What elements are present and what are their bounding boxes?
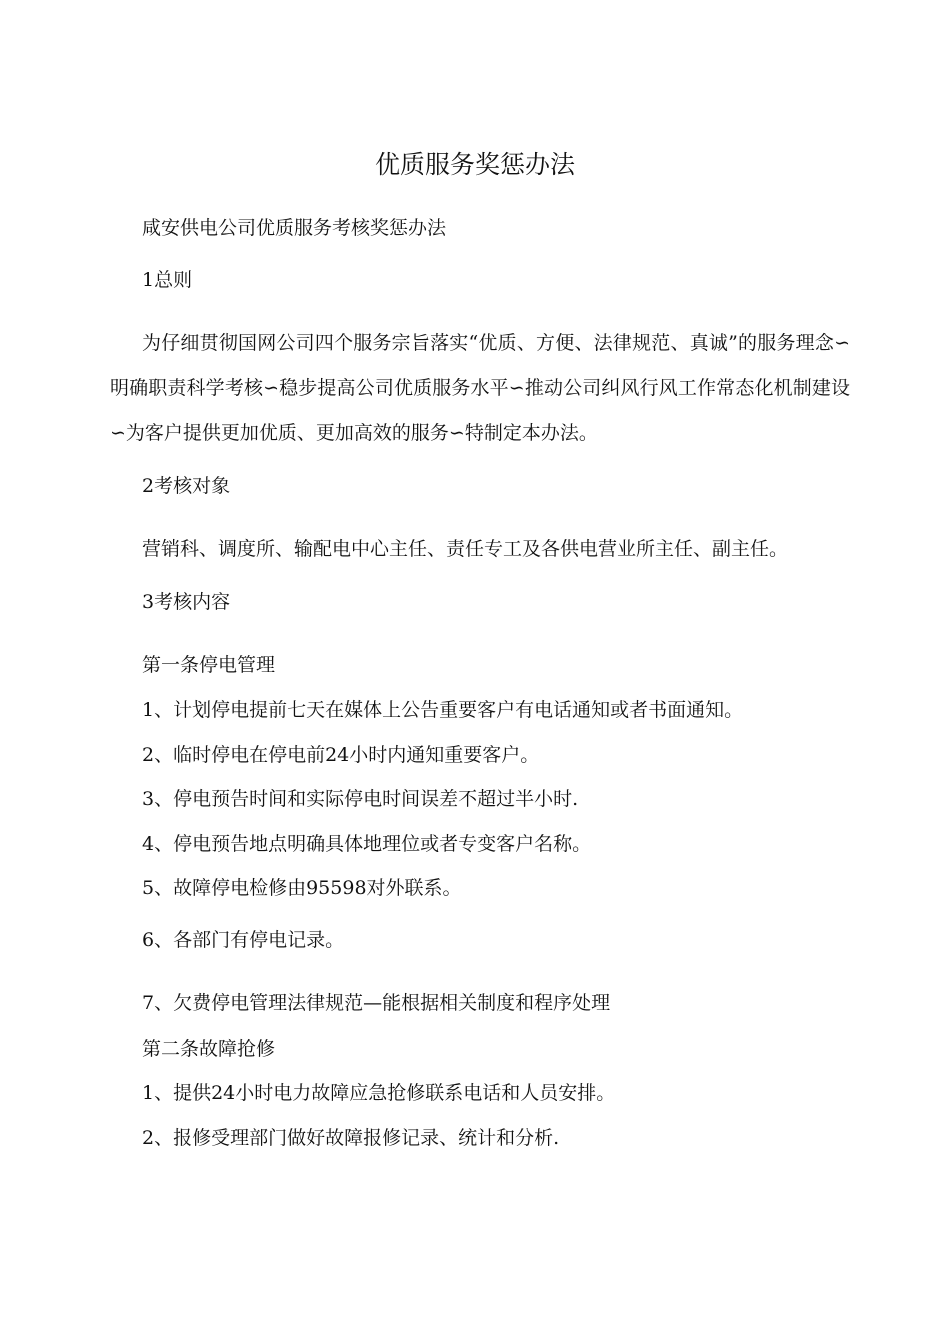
section-heading-content: 3考核内容 [142,591,231,613]
list-item: 1、提供24小时电力故障应急抢修联系电话和人员安排。 [142,1082,616,1104]
article-heading-outage: 第一条停电管理 [142,654,276,676]
section-heading-target: 2考核对象 [142,475,231,497]
list-item: 1、计划停电提前七天在媒体上公告重要客户有电话通知或者书面通知。 [142,699,744,721]
list-item: 3、停电预告时间和实际停电时间误差不超过半小时. [142,788,579,810]
document-title: 优质服务奖惩办法 [374,150,575,179]
article-heading-repair: 第二条故障抢修 [142,1038,276,1060]
document-subtitle: 咸安供电公司优质服务考核奖惩办法 [142,217,447,239]
list-item: 2、临时停电在停电前24小时内通知重要客户。 [142,744,540,766]
list-item: 7、欠费停电管理法律规范—能根据相关制度和程序处理 [142,992,611,1014]
section-paragraph-target: 营销科、调度所、输配电中心主任、责任专工及各供电营业所主任、副主任。 [142,538,789,560]
section-paragraph-general: 为仔细贯彻国网公司四个服务宗旨落实“优质、方便、法律规范、真诚”的服务理念∽明确职责科学考核∽稳步提高公司优质服务水平∽推动公司纠风行风工作常态化机制建设∽为客户提供更加优质、更加高效的服务∽特制定本办法。 [110,332,850,444]
list-item: 4、停电预告地点明确具体地理位或者专变客户名称。 [142,833,592,855]
list-item: 6、各部门有停电记录。 [142,929,345,951]
section-heading-general: 1总则 [142,269,193,291]
list-item: 2、报修受理部门做好故障报修记录、统计和分析. [142,1127,560,1149]
list-item: 5、故障停电检修由95598对外联系。 [142,877,462,899]
